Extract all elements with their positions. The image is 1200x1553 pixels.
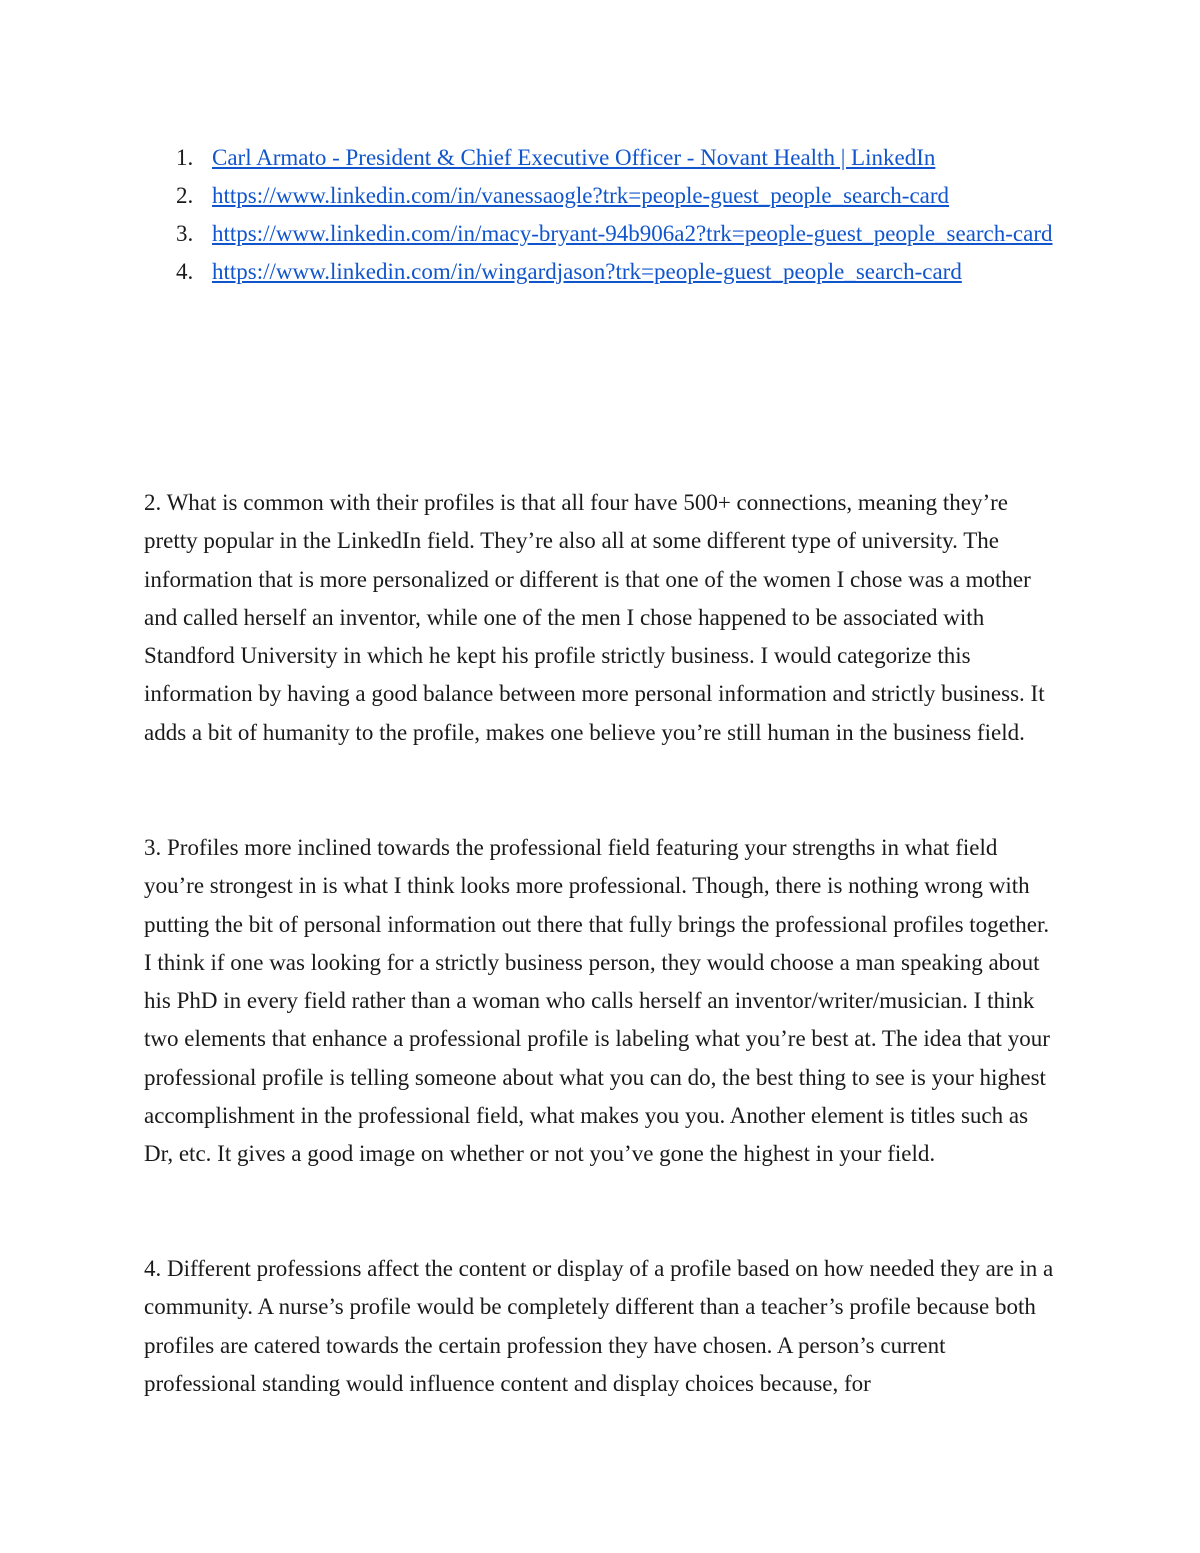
answer-paragraph-2: 2. What is common with their profiles is that all four have 500+ connections, meaning they’re pretty popular in the LinkedIn field. They’re also all at some different type of university. The information that is more personalized or different is that one of the women I chose was a mother and called herself an inventor, while one of the men I chose happened to be associated with Standford University in which he kept his profile strictly business. I would categorize this information by having a good balance between more personal information and strictly business. It adds a bit of humanity to the profile, makes one believe you’re still human in the business field. [144, 490, 1045, 745]
list-item [176, 139, 1056, 177]
link-vanessa-ogle[interactable]: https://www.linkedin.com/in/vanessaogle?trk=people-guest_people_search-card [212, 183, 950, 208]
link-macy-bryant[interactable]: https://www.linkedin.com/in/macy-bryant-94b906a2?trk=people-guest_people_search-card [212, 221, 1053, 246]
answer-paragraph-3: 3. Profiles more inclined towards the professional field featuring your strengths in what field you’re strongest in is what I think looks more professional. Though, there is nothing wrong with putting the bit of personal information out there that fully brings the professional profiles together. I think if one was looking for a strictly business person, they would choose a man speaking about his PhD in every field rather than a woman who calls herself an inventor/writer/musician. I think two elements that enhance a professional profile is labeling what you’re best at. The idea that your professional profile is telling someone about what you can do, the best thing to see is your highest accomplishment in the professional field, what makes you you. Another element is titles such as Dr, etc. It gives a good image on whether or not you’ve gone the highest in your field. [144, 835, 1050, 1167]
list-item [176, 215, 1056, 253]
list-number: 2. [176, 183, 194, 208]
list-number: 3. [176, 221, 194, 246]
list-item [176, 253, 1056, 291]
list-number: 1. [176, 145, 194, 170]
reference-link-list [176, 139, 1056, 291]
link-jason-wingard[interactable]: https://www.linkedin.com/in/wingardjason?trk=people-guest_people_search-card [212, 259, 962, 284]
list-number: 4. [176, 259, 194, 284]
link-carl-armato[interactable]: Carl Armato - President & Chief Executive Officer - Novant Health | LinkedIn [212, 145, 936, 170]
answer-paragraph-4: 4. Different professions affect the content or display of a profile based on how needed they are in a community. A nurse’s profile would be completely different than a teacher’s profile because both profiles are catered towards the certain profession they have chosen. A person’s current professional standing would influence content and display choices because, for [144, 1256, 1054, 1396]
list-item [176, 177, 1056, 215]
